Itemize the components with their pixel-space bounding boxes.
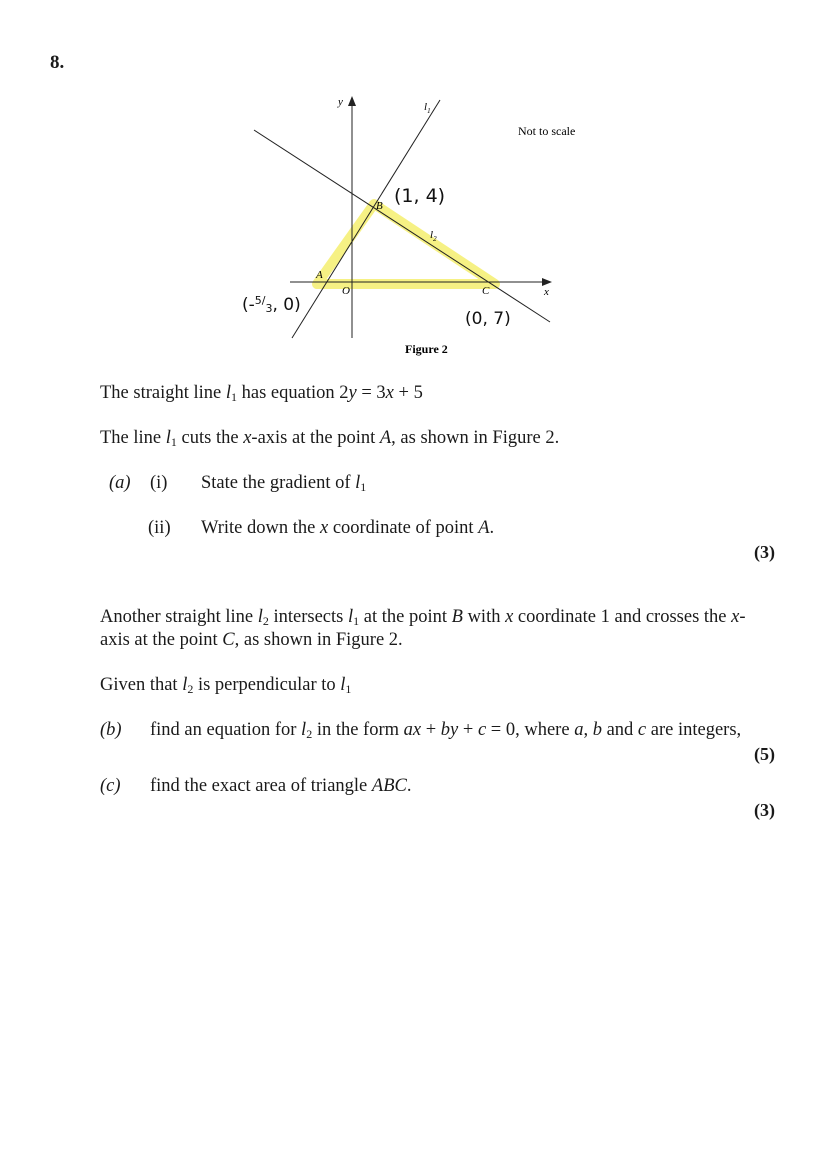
point-c-label: C <box>482 285 490 297</box>
handwritten-c-coordinates: (0, 7) <box>465 309 511 329</box>
triangle-highlight <box>317 204 495 284</box>
part-b-question: find an equation for $l_2$ in the form ax + by + c = 0, where a, b and c are integers, <box>150 720 742 741</box>
part-a-ii-label: (ii) <box>148 518 171 538</box>
y-axis-arrow <box>348 96 356 106</box>
part-a-ii-question: Write down the x coordinate of point A. <box>201 518 495 538</box>
part-c-question: find the exact area of triangle ABC. <box>150 776 412 796</box>
line-l2 <box>254 130 550 322</box>
question-number: 8. <box>50 52 65 73</box>
point-a-label: A <box>316 269 323 281</box>
statement-line-l1: The straight line $l_1$ has equation 2y = 3x + 5 <box>100 383 423 404</box>
handwritten-a-coordinates: ($-^5/_3$, 0) <box>242 294 301 315</box>
part-c-label: (c) <box>100 776 121 796</box>
figure-2 <box>230 88 600 368</box>
part-a-label: (a) <box>109 473 131 493</box>
line-l1 <box>292 100 440 338</box>
not-to-scale-note: Not to scale <box>518 124 576 138</box>
x-axis-arrow <box>542 278 552 286</box>
axis-x-label: x <box>544 286 549 298</box>
statement-line-l2-1: Another straight line $l_2$ intersects $l_1$ at the point B with x coordinate 1 and crosses the x- <box>100 607 746 628</box>
statement-point-a: The line $l_1$ cuts the x-axis at the point A, as shown in Figure 2. <box>100 428 560 449</box>
line-l2-label: $l_2$ <box>430 229 437 243</box>
statement-line-l2-2: axis at the point C, as shown in Figure 2. <box>100 630 403 650</box>
statement-perpendicular: Given that $l_2$ is perpendicular to $l_1$ <box>100 675 352 696</box>
part-b-label: (b) <box>100 720 122 740</box>
part-a-i-question: State the gradient of $l_1$ <box>201 473 367 494</box>
part-a-i-label: (i) <box>150 473 168 493</box>
marks-part-c: (3) <box>754 800 775 820</box>
axis-y-label: y <box>338 96 343 108</box>
handwritten-b-coordinates: (1, 4) <box>394 185 446 207</box>
figure-caption: Figure 2 <box>405 342 448 356</box>
marks-part-a: (3) <box>754 542 775 562</box>
marks-part-b: (5) <box>754 744 775 764</box>
point-b-label: B <box>376 200 383 212</box>
origin-label: O <box>342 285 350 297</box>
line-l1-label: $l_1$ <box>424 101 431 115</box>
